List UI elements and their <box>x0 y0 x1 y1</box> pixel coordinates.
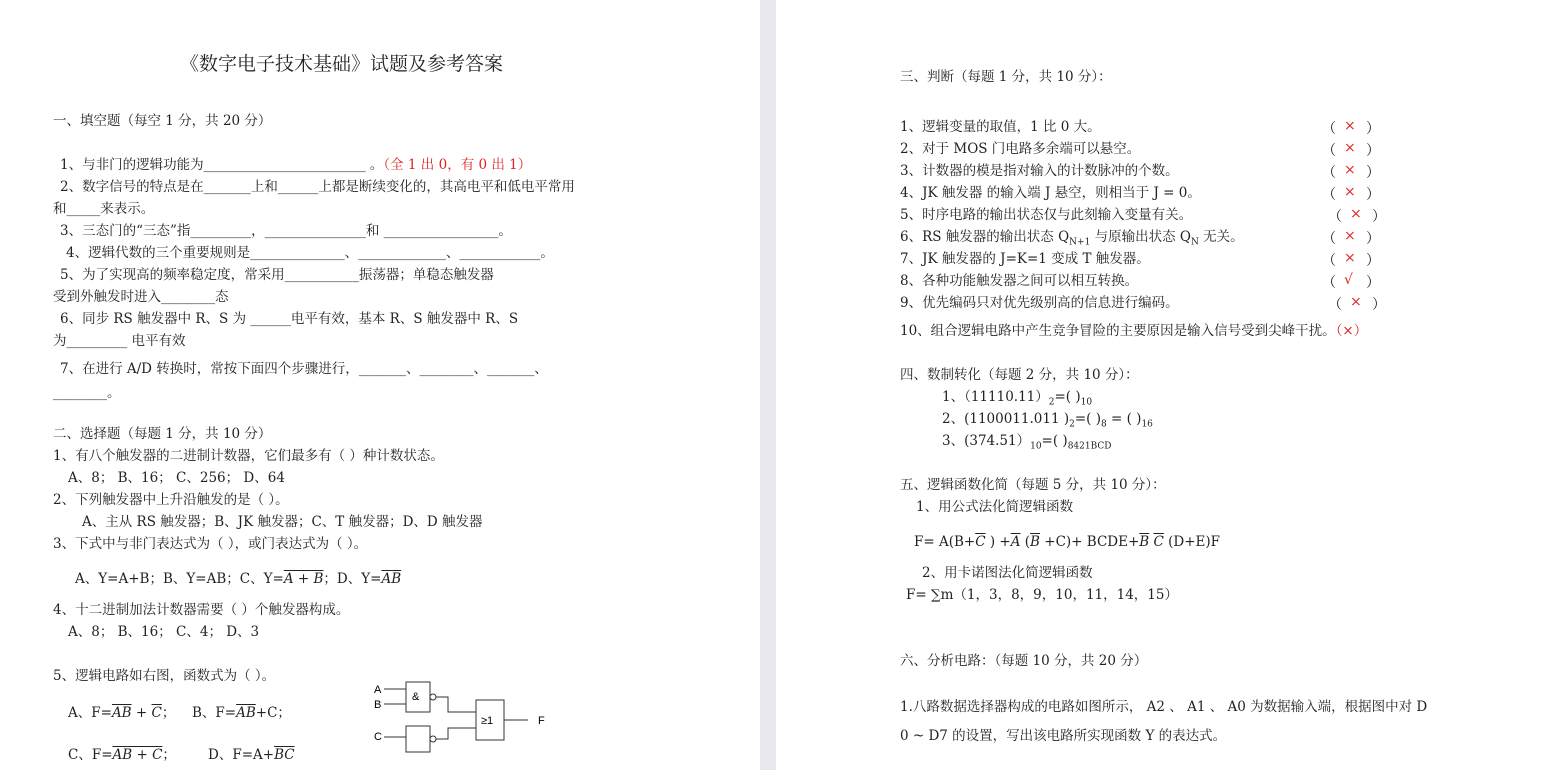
conversion-1 <box>942 388 1092 412</box>
choice-3-options-text: A、Y=A+B；B、Y=AB；C、Y= <box>75 571 284 587</box>
wire-nand-out <box>436 697 476 712</box>
question-3: 3、三态门的“三态”指_________，_______________和 _________________。 <box>60 223 512 239</box>
answer-mark: × <box>1344 118 1356 134</box>
expr-b-bar-2: $\overline{B}$ <box>1139 534 1150 550</box>
judge-6-text-c: 无关。 <box>1198 229 1244 245</box>
choice-3-option-c-expr: A + B <box>283 571 324 587</box>
question-4: 4、逻辑代数的三个重要规则是______________、_____________、____________。 <box>66 245 554 261</box>
output-f-label: F <box>538 715 545 727</box>
judge-10 <box>900 322 1367 340</box>
choice-1-options: A、8； B、16； C、256； D、64 <box>68 470 285 486</box>
answer-paren-close: ） <box>1372 297 1386 313</box>
nand-gate-symbol: & <box>412 691 420 703</box>
question-7-line-2: ________。 <box>53 385 121 401</box>
option-c-expr: AB + C <box>112 747 163 763</box>
conversion-3-text: 3、(374.51） <box>942 433 1031 449</box>
section-judge-heading: 三、判断（每题 1 分，共 10 分）： <box>900 69 1112 85</box>
judge-1: 1、逻辑变量的取值，1 比 0 大。 <box>900 119 1101 135</box>
expr-b-bar: $\overline{B}$ <box>1030 534 1040 550</box>
page-right <box>776 0 1552 770</box>
option-c-end: ； <box>162 747 176 763</box>
answer-paren-close: ） <box>1372 209 1386 225</box>
logic-circuit-svg <box>368 676 558 766</box>
conversion-3-sub: 10 <box>1030 441 1042 452</box>
simplify-1-title: 1、用公式法化简逻辑函数 <box>916 499 1074 515</box>
expr-part-1: F= A(B+ <box>914 534 976 550</box>
judge-6-sub-2: N <box>1190 237 1199 248</box>
judge-10-text: 10、组合逻辑电路中产生竞争冒险的主要原因是输入信号受到尖峰干扰。 <box>900 323 1336 339</box>
question-2-line-1: 2、数字信号的特点是在_______上和______上都是断续变化的，其高电平和低电平常用 <box>60 179 575 195</box>
input-a-label: A <box>374 684 382 696</box>
page-title: 《数字电子技术基础》试题及参考答案 <box>180 53 504 75</box>
question-5-line-2: 受到外触发时进入________态 <box>53 289 229 305</box>
answer-mark: × <box>1344 162 1356 178</box>
answer-paren-open: （ <box>1322 187 1336 203</box>
answer-paren-open: （ <box>1322 165 1336 181</box>
choice-5-option-b <box>192 704 291 722</box>
option-a-end: ； <box>161 705 176 721</box>
option-a-label: A、F= <box>68 705 112 721</box>
question-1-answer: （全 1 出 0，有 0 出 1） <box>383 157 532 173</box>
judge-3: 3、计数器的模是指对输入的计数脉冲的个数。 <box>900 163 1179 179</box>
conversion-2-text: 2、(1100011.011 ) <box>942 411 1070 427</box>
option-b-expr: $\overline{AB}$ <box>236 705 256 721</box>
nand-gate-bubble <box>430 694 436 700</box>
answer-paren-open: （ <box>1322 253 1336 269</box>
expr-c-bar-2: $\overline{C}$ <box>1153 534 1164 550</box>
page-left <box>0 0 760 770</box>
choice-5-option-d <box>208 746 295 764</box>
conversion-2-blank: =( ) <box>1074 411 1101 427</box>
not-gate-bubble <box>430 736 436 742</box>
option-d-expr: $\overline{BC}$ <box>274 747 295 763</box>
option-a-plus: + <box>131 705 152 721</box>
conversion-2-sub-3: 16 <box>1141 419 1153 430</box>
expr-a-bar: $\overline{A}$ <box>1010 534 1021 550</box>
input-c-label: C <box>374 731 382 743</box>
expr-part-5: (D+E)F <box>1163 534 1221 550</box>
answer-paren-open: （ <box>1322 275 1336 291</box>
choice-3-options <box>75 570 401 588</box>
conversion-1-blank: =( ) <box>1054 389 1081 405</box>
answer-mark: √ <box>1344 272 1353 288</box>
not-gate-body <box>406 726 430 752</box>
answer-mark: × <box>1344 140 1356 156</box>
answer-paren-close: ） <box>1366 165 1380 181</box>
or-gate-symbol: ≥1 <box>481 715 494 727</box>
answer-mark: × <box>1344 184 1356 200</box>
simplify-2-title: 2、用卡诺图法化简逻辑函数 <box>922 565 1093 581</box>
choice-5-question: 5、逻辑电路如右图，函数式为（ ）。 <box>53 668 276 684</box>
choice-4-options: A、8； B、16； C、4； D、3 <box>68 624 260 640</box>
judge-6-text-a: 6、RS 触发器的输出状态 Q <box>900 229 1070 245</box>
answer-mark: × <box>1344 228 1356 244</box>
option-b-end: +C； <box>255 705 291 721</box>
answer-paren-open: （ <box>1328 297 1342 313</box>
expr-c-bar: $\overline{C}$ <box>975 534 986 550</box>
judge-9: 9、优先编码只对优先级别高的信息进行编码。 <box>900 295 1179 311</box>
option-c-label: C、F= <box>68 747 113 763</box>
answer-paren-open: （ <box>1322 143 1336 159</box>
judge-10-answer: （×） <box>1335 323 1368 339</box>
choice-5-option-c <box>68 746 176 764</box>
answer-paren-close: ） <box>1366 253 1380 269</box>
conversion-3-sub-2: 8421BCD <box>1067 441 1112 452</box>
conversion-2 <box>942 410 1153 434</box>
judge-6 <box>900 228 1244 252</box>
conversion-3 <box>942 432 1111 456</box>
section-choice-heading: 二、选择题（每题 1 分，共 10 分） <box>53 426 272 442</box>
section-conversion-heading: 四、数制转化（每题 2 分，共 10 分）： <box>900 367 1139 383</box>
section-analysis-heading: 六、分析电路：（每题 10 分，共 20 分） <box>900 653 1148 669</box>
analysis-1-line-1: 1.八路数据选择器构成的电路如图所示， A2 、 A1 、 A0 为数据输入端，根据图中对 D <box>900 699 1428 715</box>
question-1-text: 1、与非门的逻辑功能为________________________ 。 <box>60 157 384 173</box>
judge-8: 8、各种功能触发器之间可以相互转换。 <box>900 273 1139 289</box>
choice-3-question: 3、下式中与非门表达式为（ ），或门表达式为（ ）。 <box>53 536 368 552</box>
conversion-2-blank-2: = ( ) <box>1106 411 1142 427</box>
wire-not-out <box>436 728 476 739</box>
choice-4-question: 4、十二进制加法计数器需要（ ）个触发器构成。 <box>53 602 350 618</box>
conversion-3-blank: =( ) <box>1041 433 1068 449</box>
conversion-2-sub: 2 <box>1069 419 1075 430</box>
option-d-label: D、F=A+ <box>208 747 275 763</box>
choice-5-option-a <box>68 704 175 722</box>
choice-1-question: 1、有八个触发器的二进制计数器，它们最多有（ ）种计数状态。 <box>53 448 444 464</box>
judge-5: 5、时序电路的输出状态仅与此刻输入变量有关。 <box>900 207 1193 223</box>
conversion-1-sub-2: 10 <box>1080 397 1093 408</box>
answer-paren-close: ） <box>1366 187 1380 203</box>
logic-circuit-diagram <box>368 676 558 766</box>
conversion-1-text: 1、（11110.11） <box>942 389 1049 405</box>
answer-paren-open: （ <box>1322 121 1336 137</box>
expr-part-4: +C)+ BCDE+ <box>1039 534 1140 550</box>
analysis-1-line-2: 0 ~ D7 的设置，写出该电路所实现函数 Y 的表达式。 <box>900 728 1227 744</box>
option-a-c: $\overline{C}$ <box>151 705 162 721</box>
answer-paren-close: ） <box>1366 143 1380 159</box>
judge-6-sub-1: N+1 <box>1069 237 1091 248</box>
expr-part-2: ) + <box>985 534 1011 550</box>
choice-2-question: 2、下列触发器中上升沿触发的是（ ）。 <box>53 492 289 508</box>
question-6-line-2: 为_________ 电平有效 <box>53 333 186 349</box>
judge-2: 2、对于 MOS 门电路多余端可以悬空。 <box>900 141 1141 157</box>
input-b-label: B <box>374 699 382 711</box>
question-6-line-1: 6、同步 RS 触发器中 R、S 为 ______电平有效，基本 R、S 触发器中 R、S <box>60 311 519 327</box>
answer-paren-close: ） <box>1366 231 1380 247</box>
judge-4: 4、JK 触发器 的输入端 J 悬空，则相当于 J = 0。 <box>900 185 1201 201</box>
question-1 <box>60 156 531 174</box>
answer-paren-close: ） <box>1366 121 1380 137</box>
question-2-line-2: 和_____来表示。 <box>53 201 155 217</box>
answer-paren-close: ） <box>1366 275 1380 291</box>
answer-paren-open: （ <box>1328 209 1342 225</box>
simplify-1-expression <box>914 533 1220 551</box>
answer-mark: × <box>1344 250 1356 266</box>
conversion-2-sub-2: 8 <box>1100 419 1107 430</box>
judge-6-text-b: 与原输出状态 Q <box>1090 229 1191 245</box>
conversion-1-sub: 2 <box>1048 397 1055 408</box>
choice-3-option-d-expr: $\overline{AB}$ <box>381 571 402 587</box>
option-a-expr: $\overline{AB}$ <box>111 705 132 721</box>
section-fill-in-heading: 一、填空题（每空 1 分，共 20 分） <box>53 113 272 129</box>
question-5-line-1: 5、为了实现高的频率稳定度，常采用___________振荡器；单稳态触发器 <box>60 267 494 283</box>
section-simplify-heading: 五、逻辑函数化简（每题 5 分，共 10 分）： <box>900 477 1166 493</box>
judge-7: 7、JK 触发器的 J=K=1 变成 T 触发器。 <box>900 251 1150 267</box>
expr-part-3: ( <box>1020 534 1031 550</box>
option-b-label: B、F= <box>192 705 237 721</box>
answer-mark: × <box>1350 206 1362 222</box>
simplify-2-expression: F= ∑m（1，3，8，9，10，11，14，15） <box>906 587 1178 603</box>
answer-paren-open: （ <box>1322 231 1336 247</box>
answer-mark: × <box>1350 294 1362 310</box>
choice-3-option-d-label: ；D、Y= <box>323 571 382 587</box>
choice-2-options: A、主从 RS 触发器；B、JK 触发器；C、T 触发器；D、D 触发器 <box>82 514 483 530</box>
question-7-line-1: 7、在进行 A/D 转换时，常按下面四个步骤进行，_______、________、_______、 <box>60 361 548 377</box>
